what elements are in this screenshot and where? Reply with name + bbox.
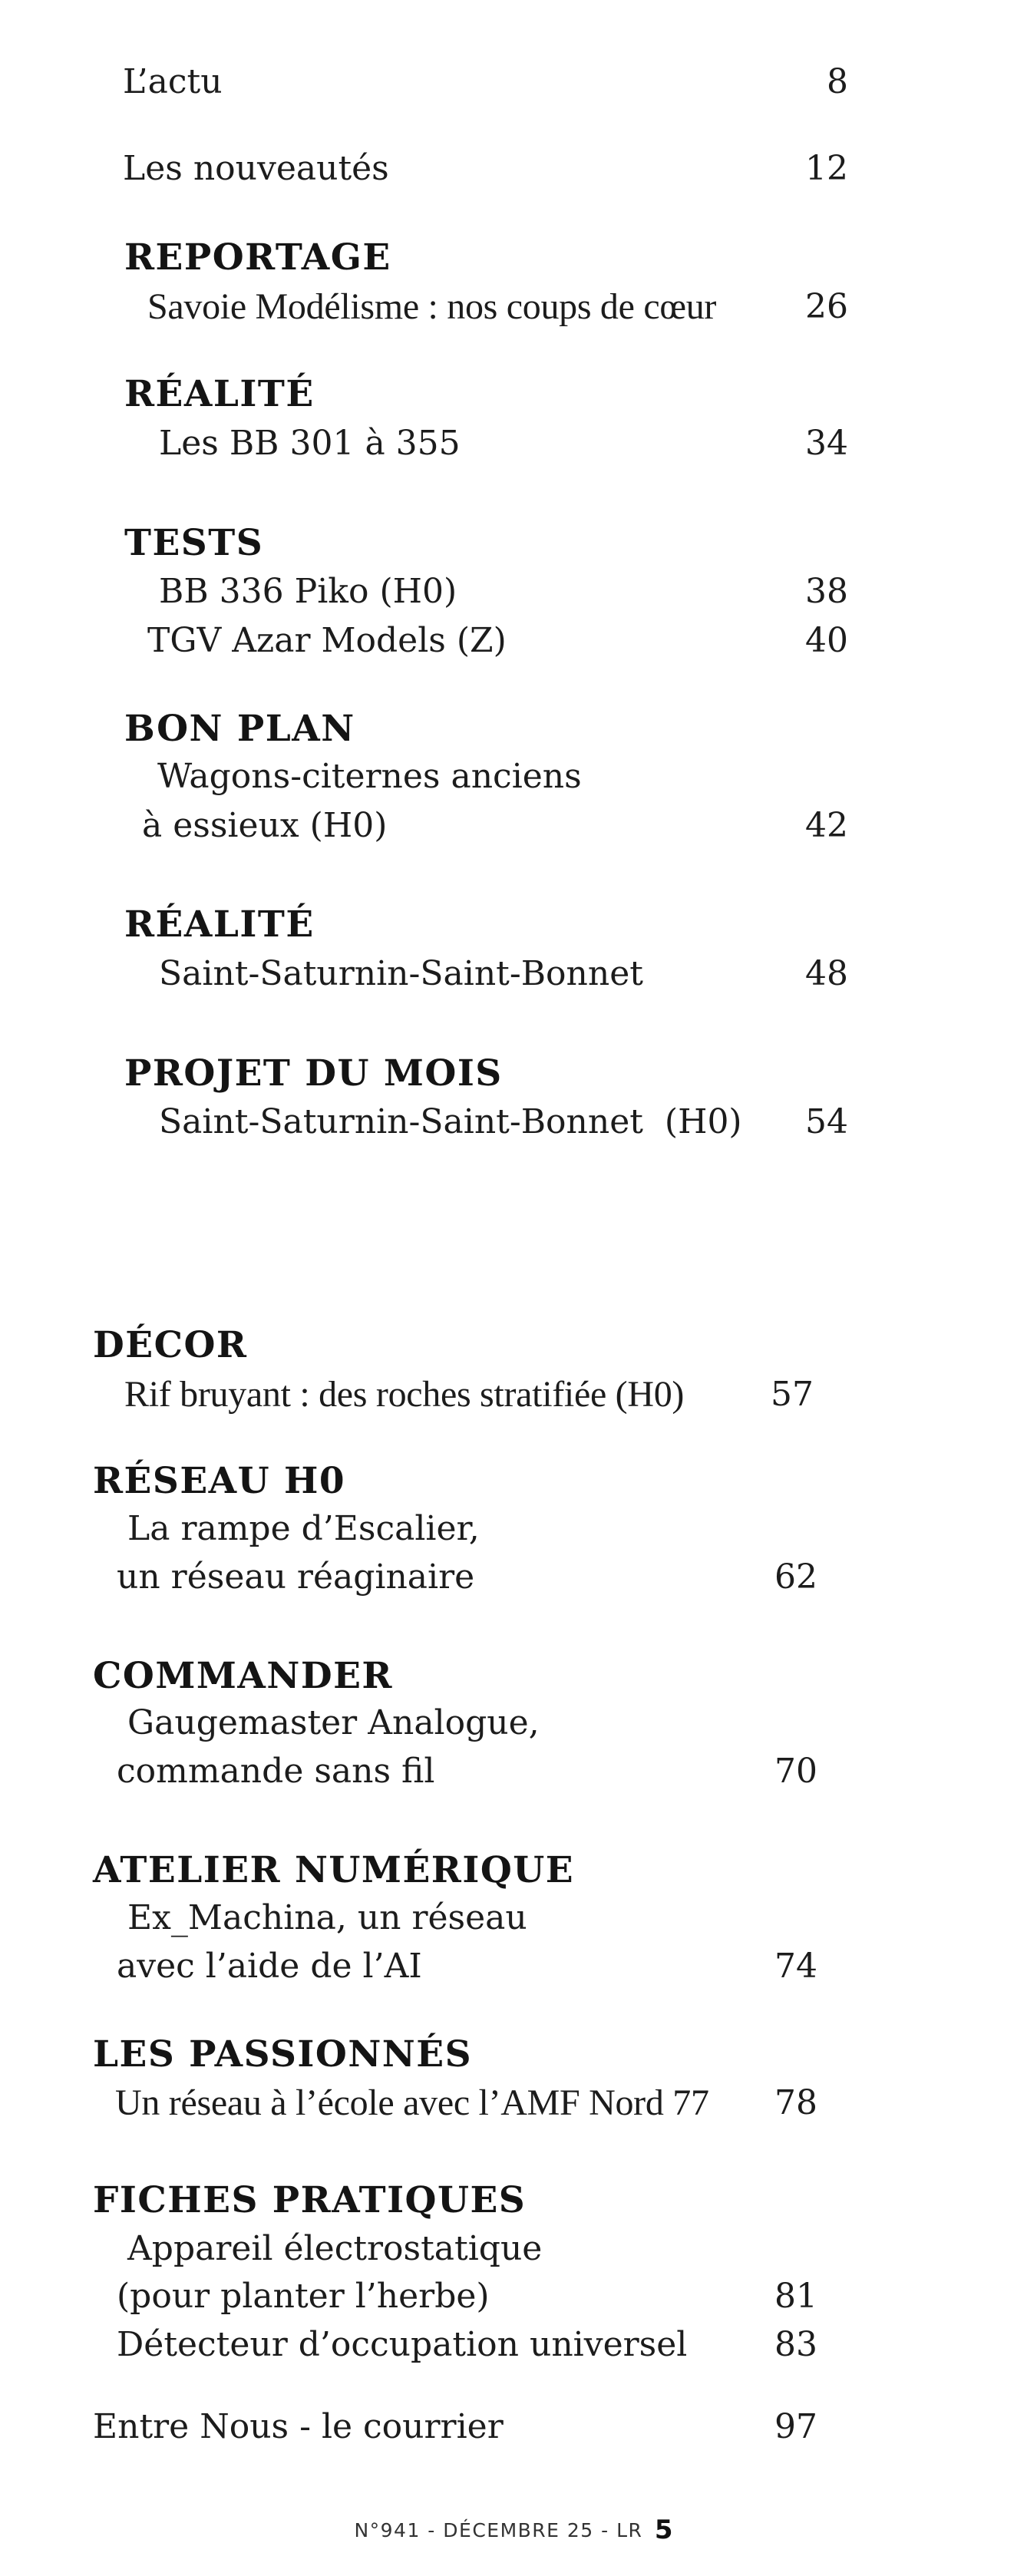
entry-page: 74	[774, 1947, 817, 1986]
entry-page: 54	[805, 1102, 848, 1141]
section-heading: PROJET DU MOIS	[124, 1052, 503, 1095]
entry-title: Saint-Saturnin-Saint-Bonnet	[159, 954, 643, 993]
entry-page: 12	[805, 149, 848, 188]
entry-title: Savoie Modélisme : nos coups de cœur	[147, 286, 717, 327]
entry-title: Entre Nous - le courrier	[93, 2407, 504, 2446]
entry-title: TGV Azar Models (Z)	[147, 621, 507, 660]
entry-title: BB 336 Piko (H0)	[159, 572, 457, 611]
entry-title-line2: à essieux (H0)	[142, 806, 388, 845]
section-heading: BON PLAN	[124, 708, 355, 750]
entry-page: 83	[774, 2325, 817, 2364]
footer-page-number: 5	[654, 2515, 673, 2545]
entry-title: Saint-Saturnin-Saint-Bonnet (H0)	[159, 1102, 742, 1141]
entry-page: 62	[774, 1557, 817, 1597]
entry-page: 8	[827, 62, 848, 101]
entry-title-line1: Ex_Machina, un réseau	[127, 1898, 527, 1937]
entry-page: 70	[774, 1752, 817, 1791]
entry-title-line1: Wagons-citernes anciens	[157, 757, 582, 796]
entry-title-line2: (pour planter l’herbe)	[117, 2277, 490, 2316]
footer-issue: N°941 - DÉCEMBRE 25 - LR	[354, 2519, 643, 2541]
entry-title-line1: Appareil électrostatique	[127, 2229, 543, 2268]
entry-page: 40	[805, 621, 848, 660]
entry-title-line2: commande sans fil	[117, 1752, 435, 1791]
entry-page: 38	[805, 572, 848, 611]
entry-page: 78	[774, 2083, 817, 2122]
section-heading: FICHES PRATIQUES	[93, 2179, 527, 2221]
section-heading: TESTS	[124, 522, 264, 564]
entry-page: 26	[805, 287, 848, 326]
entry-title-line1: Gaugemaster Analogue,	[127, 1703, 540, 1742]
entry-title: Les BB 301 à 355	[159, 424, 461, 463]
section-heading: RÉSEAU H0	[93, 1460, 346, 1502]
section-heading: ATELIER NUMÉRIQUE	[93, 1849, 575, 1891]
entry-page: 81	[774, 2277, 817, 2316]
entry-title: L’actu	[123, 62, 223, 101]
entry-page: 42	[805, 806, 848, 845]
entry-title-line2: avec l’aide de l’AI	[117, 1947, 422, 1986]
section-heading: RÉALITÉ	[124, 903, 315, 946]
entry-title-line3: Détecteur d’occupation universel	[117, 2325, 688, 2364]
entry-page: 97	[774, 2407, 817, 2446]
entry-page: 34	[805, 424, 848, 463]
page-footer	[0, 2515, 1027, 2545]
entry-page: 57	[771, 1375, 814, 1414]
section-heading: REPORTAGE	[124, 236, 391, 279]
entry-title-line1: La rampe d’Escalier,	[127, 1509, 480, 1548]
section-heading: DÉCOR	[93, 1324, 248, 1366]
section-heading: COMMANDER	[93, 1655, 393, 1697]
entry-page: 48	[805, 954, 848, 993]
entry-title-line2: un réseau réaginaire	[117, 1557, 475, 1597]
entry-title: Les nouveautés	[123, 149, 389, 188]
section-heading: LES PASSIONNÉS	[93, 2033, 473, 2076]
entry-title: Rif bruyant : des roches stratifiée (H0)	[124, 1374, 685, 1415]
entry-title: Un réseau à l’école avec l’AMF Nord 77	[115, 2082, 709, 2123]
section-heading: RÉALITÉ	[124, 373, 315, 415]
